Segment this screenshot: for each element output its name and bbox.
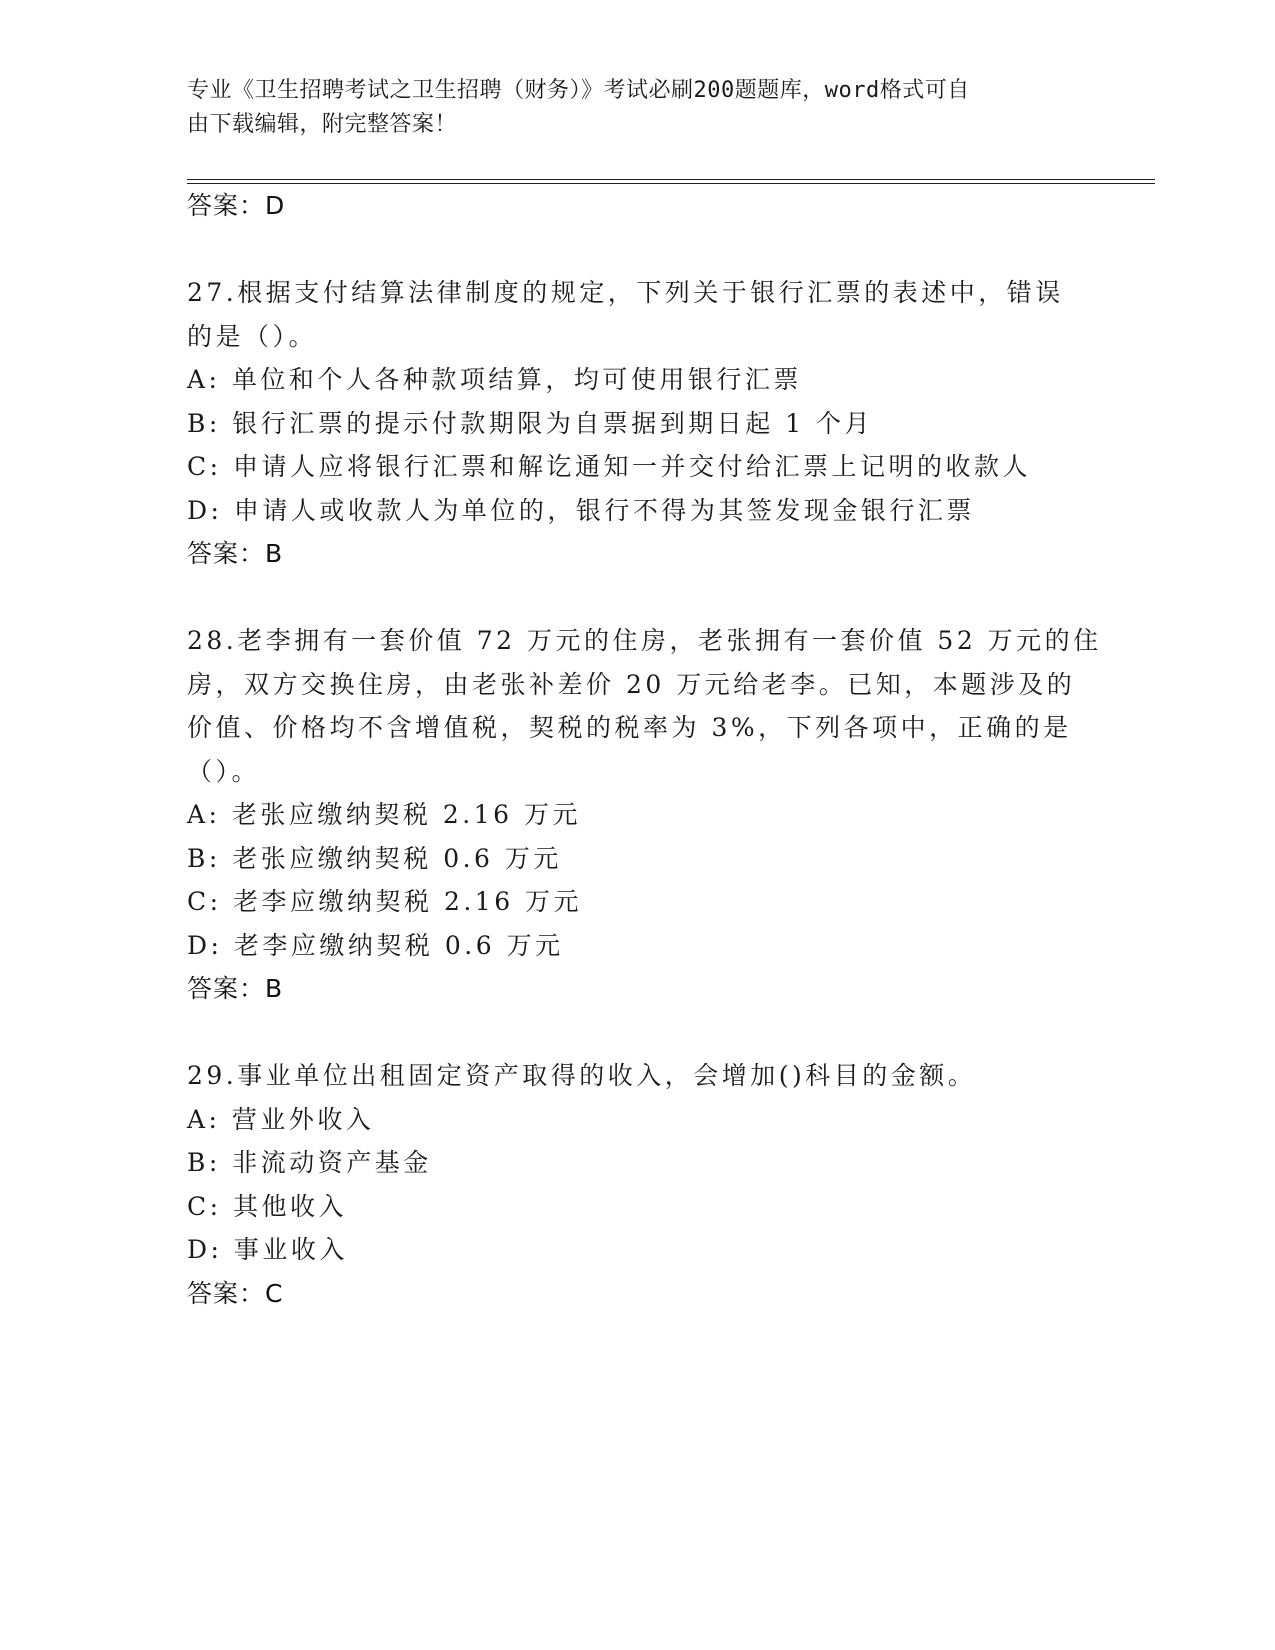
header-divider-top (187, 179, 1155, 180)
question-stem-line: 的是（）。 (187, 322, 318, 351)
option-d: D: 老李应缴纳契税 0.6 万元 (187, 931, 564, 960)
answer-label: 答案：C (187, 1279, 284, 1308)
option-a: A: 老张应缴纳契税 2.16 万元 (187, 800, 581, 829)
question-stem-line: 28.老李拥有一套价值 72 万元的住房，老张拥有一套价值 52 万元的住 (187, 626, 1102, 655)
answer-label: 答案：B (187, 539, 284, 568)
option-a: A: 营业外收入 (187, 1105, 375, 1134)
option-d: D: 事业收入 (187, 1235, 348, 1264)
document-header (187, 74, 1067, 142)
option-a: A: 单位和个人各种款项结算，均可使用银行汇票 (187, 365, 802, 394)
header-line-2: 由下载编辑，附完整答案！ (187, 112, 458, 137)
question-stem-line: 价值、价格均不含增值税，契税的税率为 3%，下列各项中，正确的是 (187, 713, 1072, 742)
option-d: D: 申请人或收款人为单位的，银行不得为其签发现金银行汇票 (187, 496, 975, 525)
header-line-1: 专业《卫生招聘考试之卫生招聘（财务）》考试必刷200题题库，word格式可自 (187, 78, 970, 103)
question-stem-line: 29.事业单位出租固定资产取得的收入，会增加()科目的金额。 (187, 1061, 977, 1090)
question-stem-line: 27.根据支付结算法律制度的规定，下列关于银行汇票的表述中，错误 (187, 278, 1064, 307)
option-c: C: 申请人应将银行汇票和解讫通知一并交付给汇票上记明的收款人 (187, 452, 1032, 481)
header-divider-bottom (187, 183, 1155, 184)
option-c: C: 其他收入 (187, 1192, 347, 1221)
option-b: B: 非流动资产基金 (187, 1148, 432, 1177)
answer-label: 答案：B (187, 974, 284, 1003)
option-b: B: 银行汇票的提示付款期限为自票据到期日起 1 个月 (187, 409, 874, 438)
question-stem-line: （）。 (187, 757, 261, 786)
option-b: B: 老张应缴纳契税 0.6 万元 (187, 844, 562, 873)
question-stem-line: 房，双方交换住房，由老张补差价 20 万元给老李。已知，本题涉及的 (187, 670, 1076, 699)
previous-answer: 答案：D (187, 191, 286, 220)
option-c: C: 老李应缴纳契税 2.16 万元 (187, 887, 583, 916)
